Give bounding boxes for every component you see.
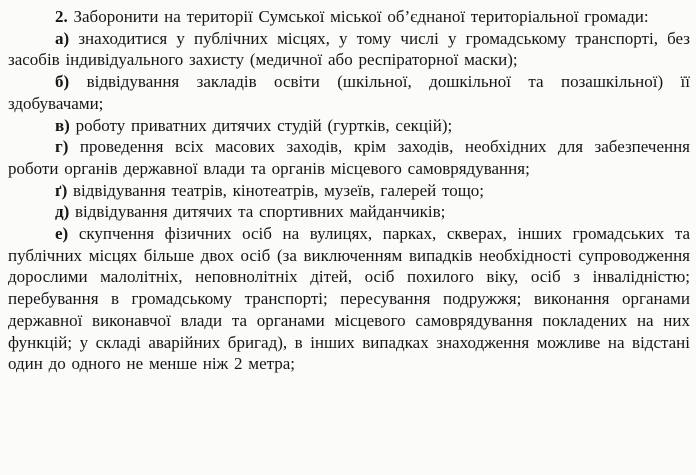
subclause-g-text: відвідування театрів, кінотеатрів, музеїв, галерей тощо; — [73, 180, 485, 200]
clause-2-text: Заборонити на території Сумської міської об’єднаної територіальної громади: — [73, 7, 649, 26]
subclause-v-marker: в) — [55, 115, 70, 135]
subclause-g-marker: ґ) — [55, 180, 68, 200]
subclause-e — [8, 223, 690, 375]
subclause-e-text: скупчення фізичних осіб на вулицях, парках, скверах, інших громадських та публічних місцях більше двох осіб (за виключенням випадків необхідності супроводження дорослими малолітніх, неповнолітніх дітей, осіб похилого віку, осіб з інвалідністю; перебування в громадському транспорті; пересування подружжя; виконання органами державної виконавчої влади та органами місцевого самоврядування покладених на них функцій; у складі аварійних бригад), в інших випадках знаходження можливе на відстані один до одного не менше ніж 2 метра; — [8, 224, 690, 374]
subclause-d — [8, 201, 690, 223]
subclause-e-marker: е) — [55, 224, 69, 244]
subclause-h — [8, 136, 690, 179]
subclause-h-marker: г) — [55, 137, 69, 157]
subclause-h-text: проведення всіх масових заходів, крім заходів, необхідних для забезпечення роботи органів державної влади та органів місцевого самоврядування; — [8, 137, 691, 178]
subclause-v-text: роботу приватних дитячих студій (гуртків, секцій); — [75, 115, 453, 135]
subclause-g — [8, 180, 690, 202]
subclause-d-marker: д) — [55, 202, 70, 222]
subclause-d-text: відвідування дитячих та спортивних майданчиків; — [75, 202, 446, 222]
subclause-b-marker: б) — [55, 72, 70, 92]
clause-2 — [8, 6, 690, 28]
subclause-a — [8, 28, 690, 71]
clause-2-marker: 2. — [55, 7, 68, 26]
subclause-a-marker: а) — [55, 28, 70, 48]
subclause-v — [8, 115, 690, 137]
subclause-b — [8, 71, 690, 114]
subclause-b-text: відвідування закладів освіти (шкільної, дошкільної та позашкільної) її здобувачами; — [8, 72, 690, 113]
subclause-a-text: знаходитися у публічних місцях, у тому числі у громадському транспорті, без засобів індивідуального захисту (медичної або респіраторної маски); — [8, 28, 691, 70]
